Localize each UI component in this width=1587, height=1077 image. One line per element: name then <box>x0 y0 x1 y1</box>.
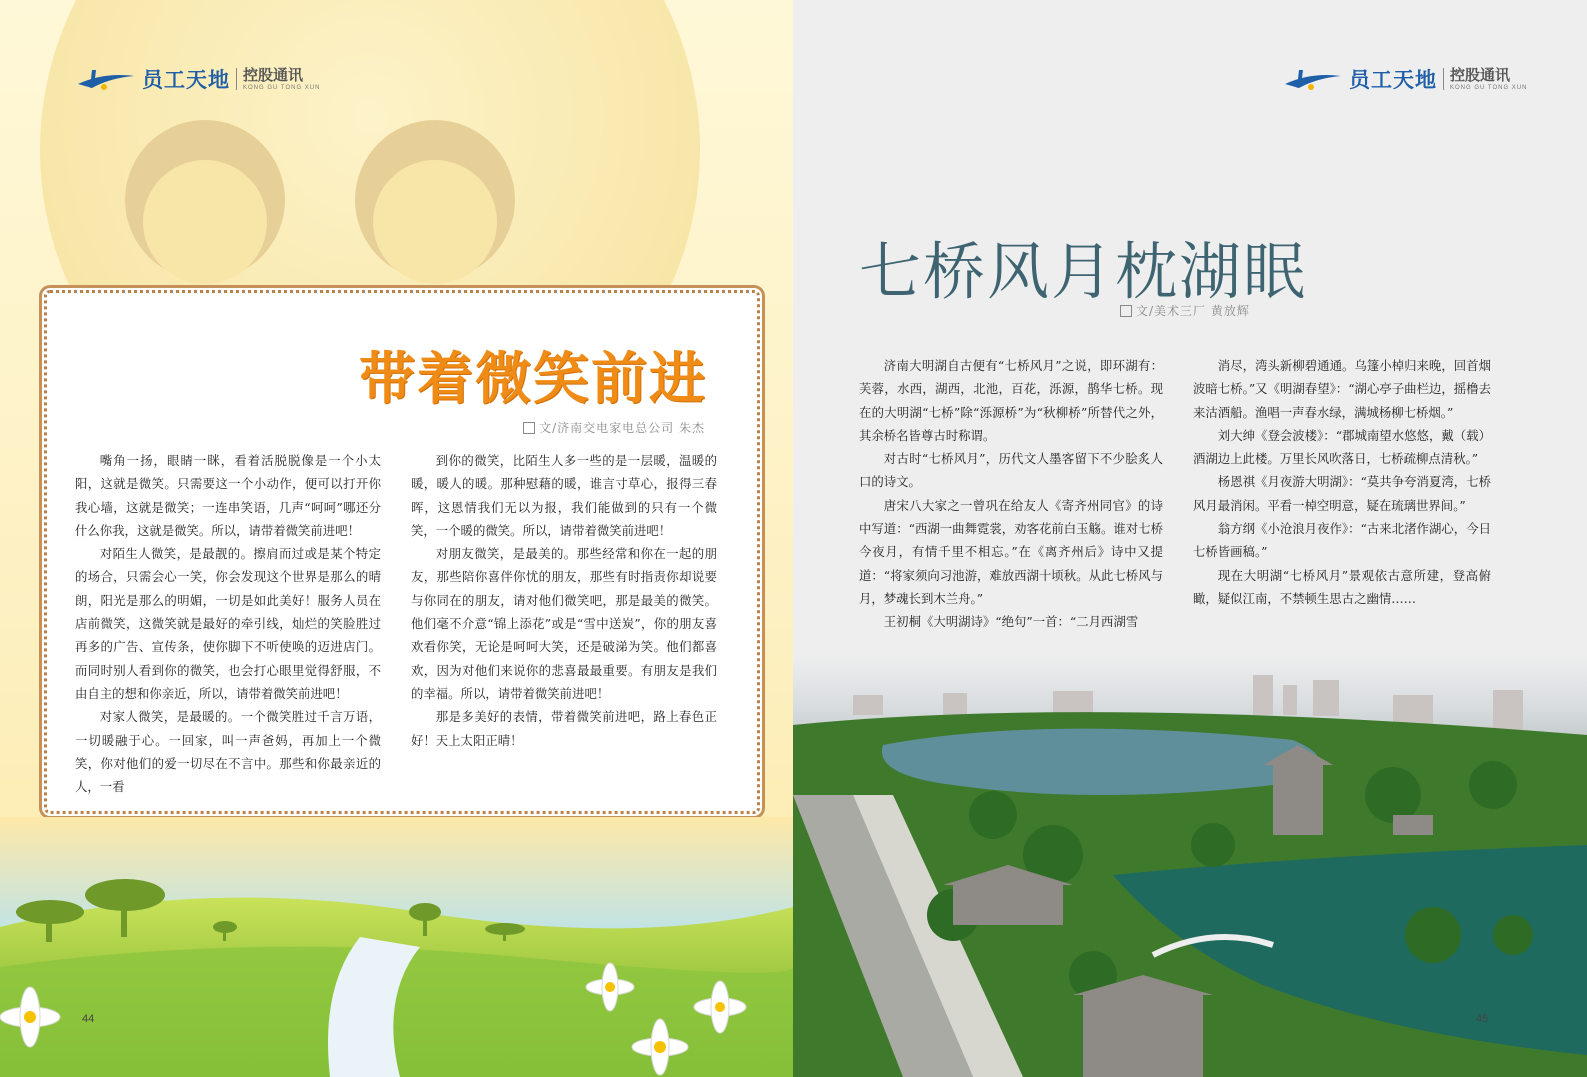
paragraph: 杨恩祺《月夜游大明湖》：“莫共争夸消夏湾，七桥风月最消闲。平看一棹空明意，疑在琉璃世界间。” <box>1193 474 1491 513</box>
paragraph: 济南大明湖自古便有“七桥风月”之说，即环湖有：芙蓉，水西，湖西，北池，百花，泺源，鹊华七桥。现在的大明湖“七桥”除“泺源桥”为“秋柳桥”所替代之外，其余桥名皆尊古时称谓。 <box>859 358 1163 443</box>
paragraph: 对朋友微笑，是最美的。那些经常和你在一起的朋友，那些陪你喜伴你忧的朋友，那些有时指责你却说要与你同在的朋友，请对他们微笑吧，那是最美的微笑。他们毫不介意“锦上添花”或是“雪中送炭”，你的朋友喜欢看你笑，无论是呵呵大笑，还是破涕为笑。他们都喜欢，因为对他们来说你的悲喜最最重要。有朋友是我们的幸福。所以，请带着微笑前进吧！ <box>411 546 717 701</box>
paragraph: 到你的微笑，比陌生人多一些的是一层暖，温暖的暖，暖人的暖。那种慰藉的暖，谁言寸草心，报得三春晖，这恩情我们无以为报，我们能做到的只有一个微笑，一个暖的微笑。所以，请带着微笑前进吧！ <box>411 453 717 538</box>
masthead-section: 控股通讯 <box>243 66 304 84</box>
masthead-brand: 员工天地 <box>1349 69 1437 92</box>
article-title: 带着微笑前进 <box>359 346 707 412</box>
square-bullet-icon <box>1120 305 1132 317</box>
masthead-logo <box>74 64 320 94</box>
jinan-logo-icon <box>1281 66 1343 92</box>
article-title: 七桥风月枕湖眠 <box>859 235 1308 308</box>
masthead-section-en: KONG GU TONG XUN <box>243 84 321 91</box>
left-page <box>0 0 793 1077</box>
paragraph: 现在大明湖“七桥风月”景观依古意所建，登高俯瞰，疑似江南，不禁顿生思古之幽情…… <box>1193 567 1491 606</box>
paragraph: 消尽，湾头新柳碧通通。乌篷小棹归来晚，回首烟波暗七桥。”又《明湖春望》：“湖心亭子曲栏边，摇橹去来沽酒船。渔唱一声春水绿，满城杨柳七桥烟。” <box>1193 358 1491 420</box>
smiley-left-eye <box>125 120 285 280</box>
masthead-brand: 员工天地 <box>142 69 230 92</box>
paragraph: 嘴角一扬，眼睛一眯，看着活脱脱像是一个小太阳，这就是微笑。只需要这一个小动作，便可以打开你我心墙，这就是微笑；一连串笑语，几声“呵呵”哪还分什么你我，这就是微笑。所以，请带着微笑前进吧！ <box>75 453 381 538</box>
article-body <box>75 449 717 798</box>
landscape-illustration <box>0 817 793 1077</box>
masthead-logo <box>1281 64 1527 94</box>
byline-text: 文/济南交电家电总公司 朱杰 <box>539 421 705 435</box>
smiley-right-eye <box>355 120 515 280</box>
right-page <box>793 0 1587 1077</box>
article-column-1 <box>859 354 1163 634</box>
article-column-1 <box>75 449 381 798</box>
paragraph: 翁方纲《小沧浪月夜作》：“古来北渚作湖心，今日七桥皆画稿。” <box>1193 521 1491 560</box>
masthead-divider <box>1443 68 1444 90</box>
paragraph: 王初桐《大明湖诗》“绝句”一首：“二月西湖雪 <box>883 614 1139 630</box>
page-number: 45 <box>1476 1013 1489 1025</box>
paragraph: 唐宋八大家之一曾巩在给友人《寄齐州同官》的诗中写道：“西湖一曲舞霓裳，劝客花前白玉觞。谁对七桥今夜月，有情千里不相忘。”在《离齐州后》诗中又提道：“将家须向习池游，难放西湖十顷秋。从此七桥风与月，梦魂长到木兰舟。” <box>859 497 1163 606</box>
page-number: 44 <box>82 1013 95 1025</box>
article-column-2 <box>411 449 717 798</box>
masthead-section: 控股通讯 <box>1450 66 1511 84</box>
jinan-logo-icon <box>74 66 136 92</box>
masthead-divider <box>236 68 237 90</box>
article-column-2 <box>1193 354 1491 634</box>
paragraph: 那是多美好的表情，带着微笑前进吧，路上春色正好！天上太阳正晴！ <box>411 709 717 748</box>
article-frame <box>44 290 760 814</box>
byline-text: 文/美术三厂 黄放辉 <box>1136 304 1250 318</box>
paragraph: 对陌生人微笑，是最靓的。擦肩而过或是某个特定的场合，只需会心一笑，你会发现这个世界是那么的晴朗，阳光是那么的明媚，一切是如此美好！服务人员在店前微笑，这微笑就是最好的牵引线，灿烂的笑脸胜过再多的广告、宣传条，使你脚下不听使唤的迈进店门。而同时别人看到你的微笑，也会打心眼里觉得舒服，不由自主的想和你亲近，所以，请带着微笑前进吧！ <box>75 546 381 701</box>
paragraph: 刘大绅《登会波楼》：“郡城南望水悠悠，戴（载）酒湖边上此楼。万里长风吹落日，七桥疏柳点清秋。” <box>1193 427 1491 467</box>
article-byline <box>523 419 705 436</box>
daming-lake-photo <box>793 655 1587 1077</box>
article-byline <box>1120 302 1250 319</box>
paragraph: 对家人微笑，是最暖的。一个微笑胜过千言万语，一切暖融于心。一回家，叫一声爸妈，再加上一个微笑，你对他们的爱一切尽在不言中。那些和你最亲近的人，一看 <box>75 709 381 795</box>
masthead-section-en: KONG GU TONG XUN <box>1450 84 1528 91</box>
paragraph: 对古时“七桥风月”，历代文人墨客留下不少脍炙人口的诗文。 <box>859 451 1163 490</box>
article-body <box>859 354 1491 634</box>
square-bullet-icon <box>523 422 535 434</box>
